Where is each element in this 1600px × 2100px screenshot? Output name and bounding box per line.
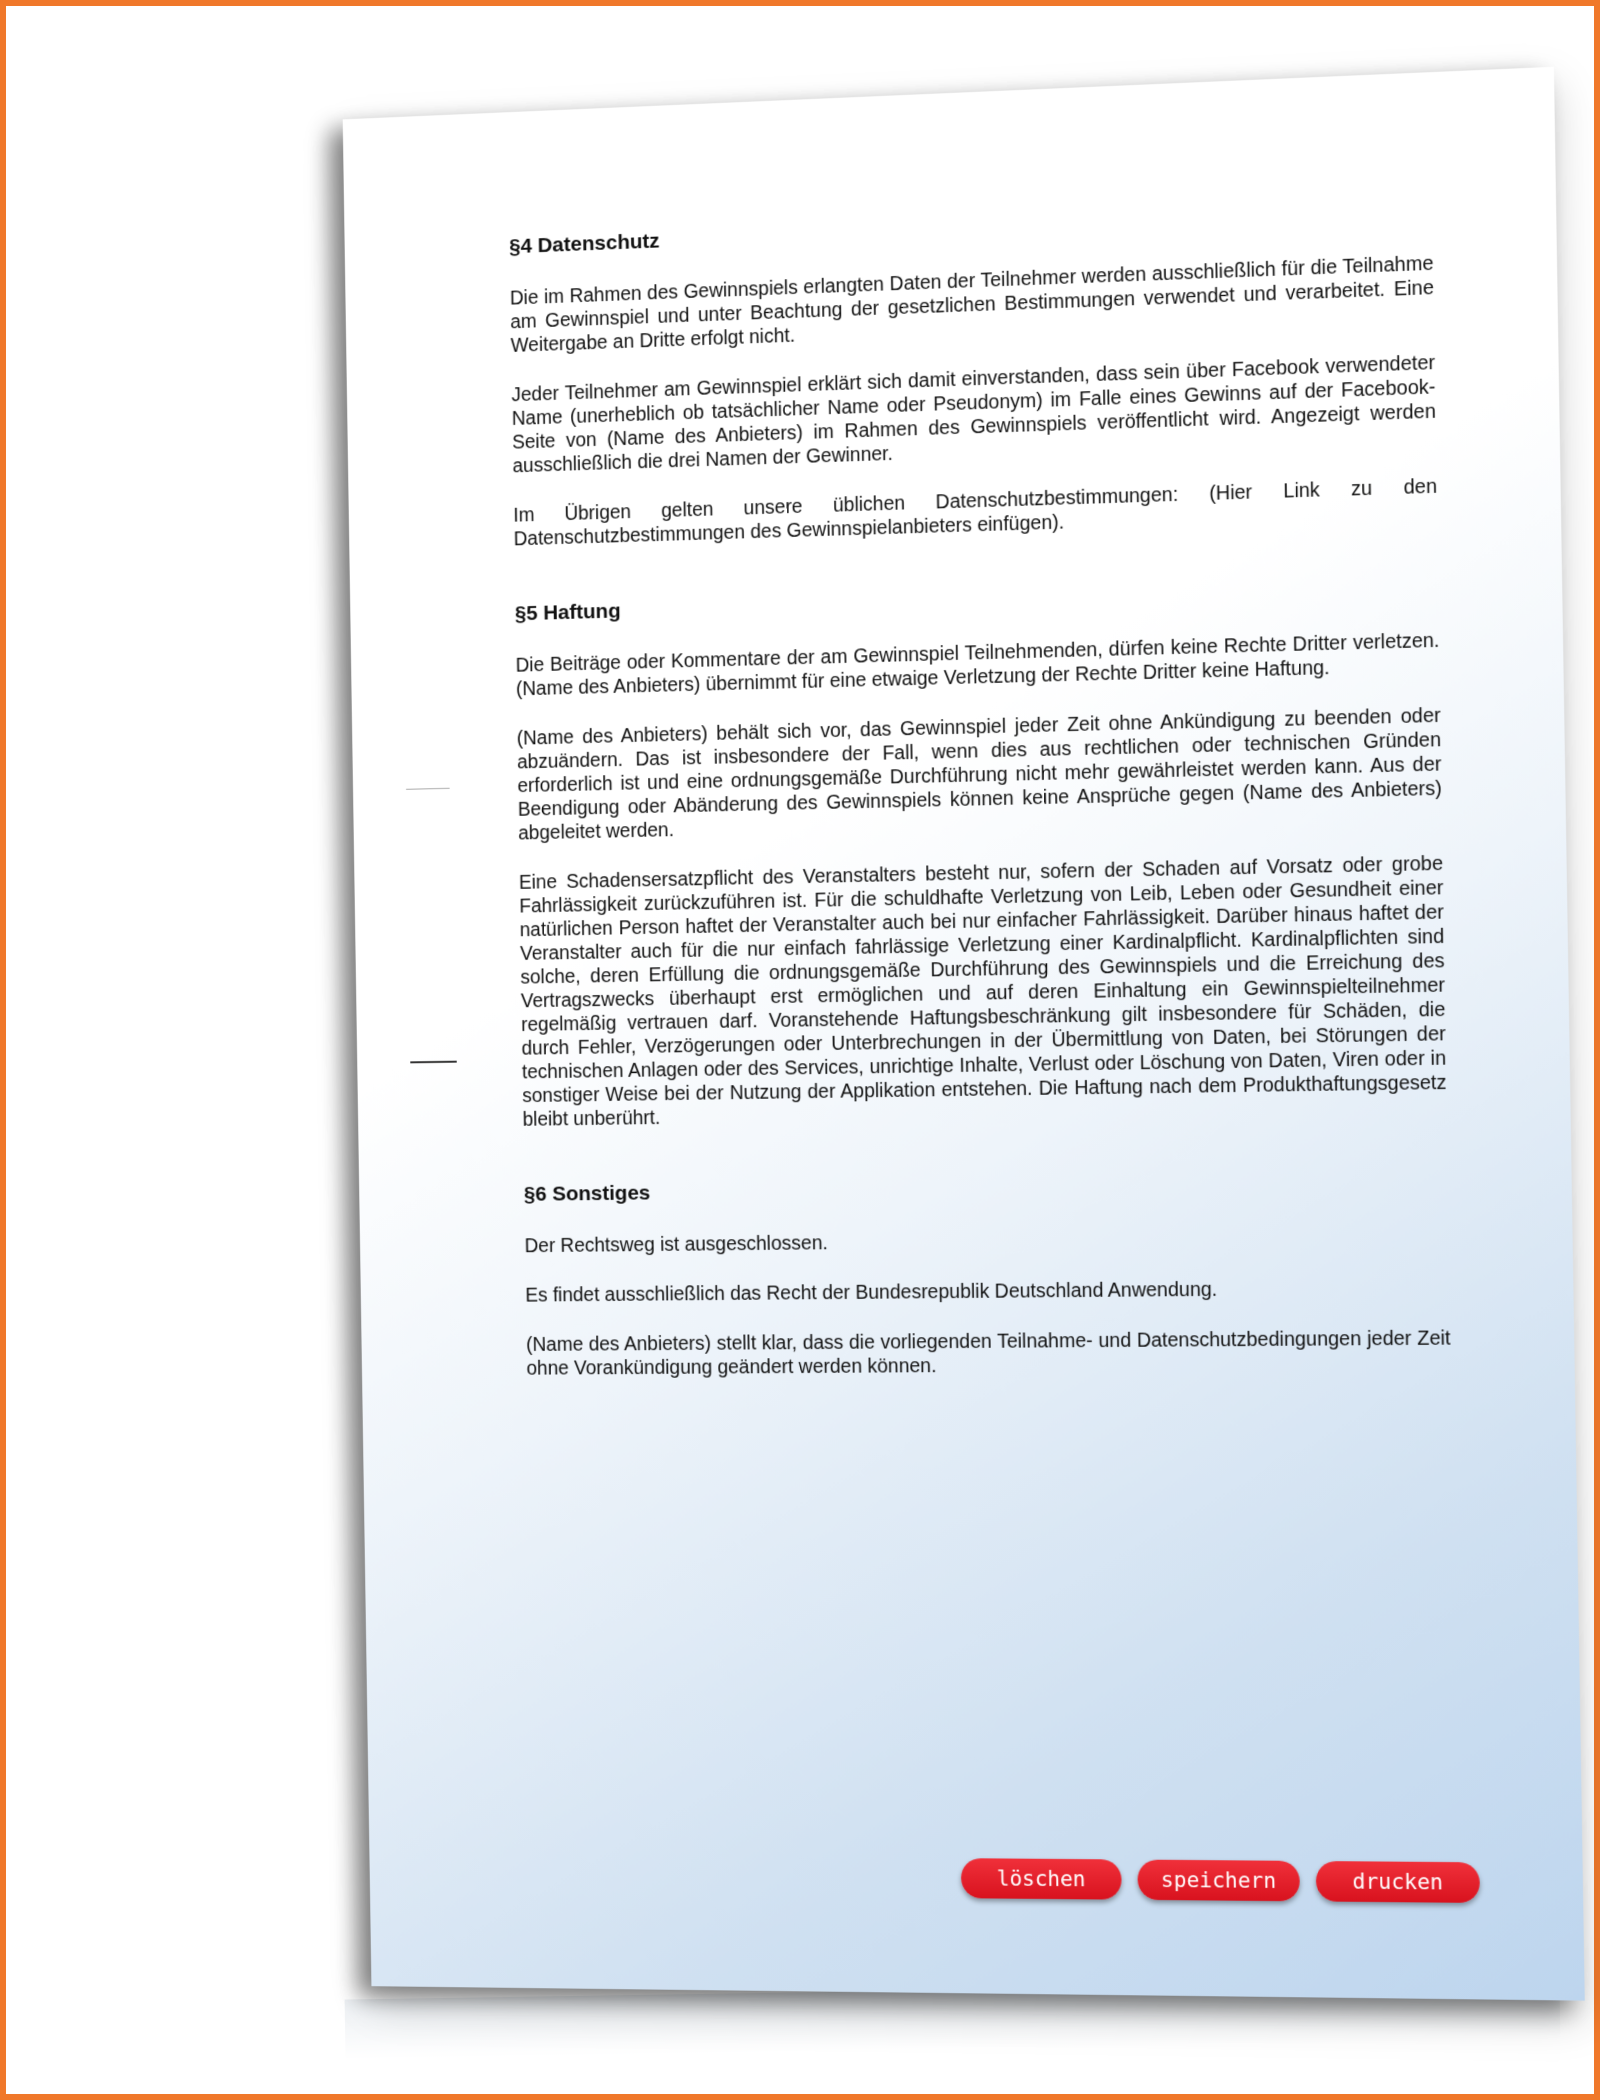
punch-mark: [410, 1061, 456, 1064]
paragraph: Im Übrigen gelten unsere üblichen Datenschutzbestimmungen: (Hier Link zu den Datenschutzbestimmungen des Gewinnspielanbieters einfügen).: [513, 475, 1438, 551]
section-heading: §6 Sonstiges: [523, 1181, 651, 1206]
paragraph: Eine Schadensersatzpflicht des Veranstalters besteht nur, sofern der Schaden auf Vorsatz oder grobe Fahrlässigkeit zurückzuführen ist. Für die schuldhafte Verletzung von Leib, Leben oder Gesundheit einer natürlichen Person haftet der Veranstalter auch bei nur einfacher Fahrlässigkeit. Darüber hinaus haftet der Veranstalter auch für die nur einfach fahrlässige Verletzung einer Kardinalpflicht. Kardinalpflichten sind solche, deren Erfüllung die ordnungsgemäße Durchführung des Gewinnspiels und die Erreichung des Vertragszwecks überhaupt erst ermöglichen und auf deren Einhaltung ein Gewinnspielteilnehmer regelmäßig vertrauen darf. Voranstehende Haftungsbeschränkung gilt insbesondere für Schäden, die durch Fehler, Verzögerungen oder Unterbrechungen in der Übermittlung von Daten, bei Störungen der technischen Anlagen oder des Services, unrichtige Inhalte, Verlust oder Löschung von Daten, Viren oder in sonstiger Weise bei der Nutzung der Applikation entstehen. Die Haftung nach dem Produkthaftungsgesetz bleibt unberührt.: [518, 852, 1447, 1131]
section-haftung: [515, 576, 1447, 1132]
section-datenschutz: [509, 199, 1438, 551]
paragraph: Die Beiträge oder Kommentare der am Gewinnspiel Teilnehmenden, dürfen keine Rechte Dritter verletzen. (Name des Anbieters) übernimmt für eine etwaige Verletzung der Rechte Dritter keine Haftung.: [515, 629, 1440, 701]
document-page: [343, 67, 1585, 2001]
delete-button[interactable]: löschen: [961, 1858, 1122, 1899]
paragraph: Die im Rahmen des Gewinnspiels erlangten Daten der Teilnehmer werden ausschließlich für die Teilnahme am Gewinnspiel und unter Beachtung der gesetzlichen Bestimmungen verwendet und verarbeitet. Eine Weitergabe an Dritte erfolgt nicht.: [509, 252, 1435, 357]
paragraph: Es findet ausschließlich das Recht der Bundesrepublik Deutschland Anwendung.: [525, 1278, 1218, 1307]
section-sonstiges: [524, 1172, 1451, 1380]
save-button[interactable]: speichern: [1137, 1860, 1300, 1902]
paragraph: (Name des Anbieters) behält sich vor, das Gewinnspiel jeder Zeit ohne Ankündigung zu beenden oder abzuändern. Das ist insbesondere der Fall, wenn dies aus rechtlichen oder technischen Gründen erforderlich ist und eine ordnungsgemäße Durchführung nicht mehr gewährleistet werden kann. Aus der Beendigung oder Abänderung des Gewinnspiels können keine Ansprüche gegen (Name des Anbieters) abgeleitet werden.: [516, 704, 1443, 845]
paragraph: Jeder Teilnehmer am Gewinnspiel erklärt sich damit einverstanden, dass sein über Facebook verwendeter Name (unerheblich ob tatsächlicher Name oder Pseudonym) im Falle eines Gewinns auf der Facebook-Seite von (Name des Anbieters) im Rahmen des Gewinnspiels veröffentlicht wird. Angezeigt werden ausschließlich die drei Namen der Gewinner.: [511, 351, 1437, 478]
section-heading: §5 Haftung: [514, 599, 621, 626]
fold-mark: [406, 788, 450, 790]
section-heading: §4 Datenschutz: [508, 229, 660, 259]
paragraph: Der Rechtsweg ist ausgeschlossen.: [524, 1232, 828, 1258]
print-button[interactable]: drucken: [1316, 1861, 1480, 1903]
action-buttons: [961, 1858, 1480, 1903]
document-content: [509, 199, 1452, 1432]
paragraph: (Name des Anbieters) stellt klar, dass die vorliegenden Teilnahme- und Datenschutzbedingungen jeder Zeit ohne Vorankündigung geändert werden können.: [525, 1327, 1451, 1380]
